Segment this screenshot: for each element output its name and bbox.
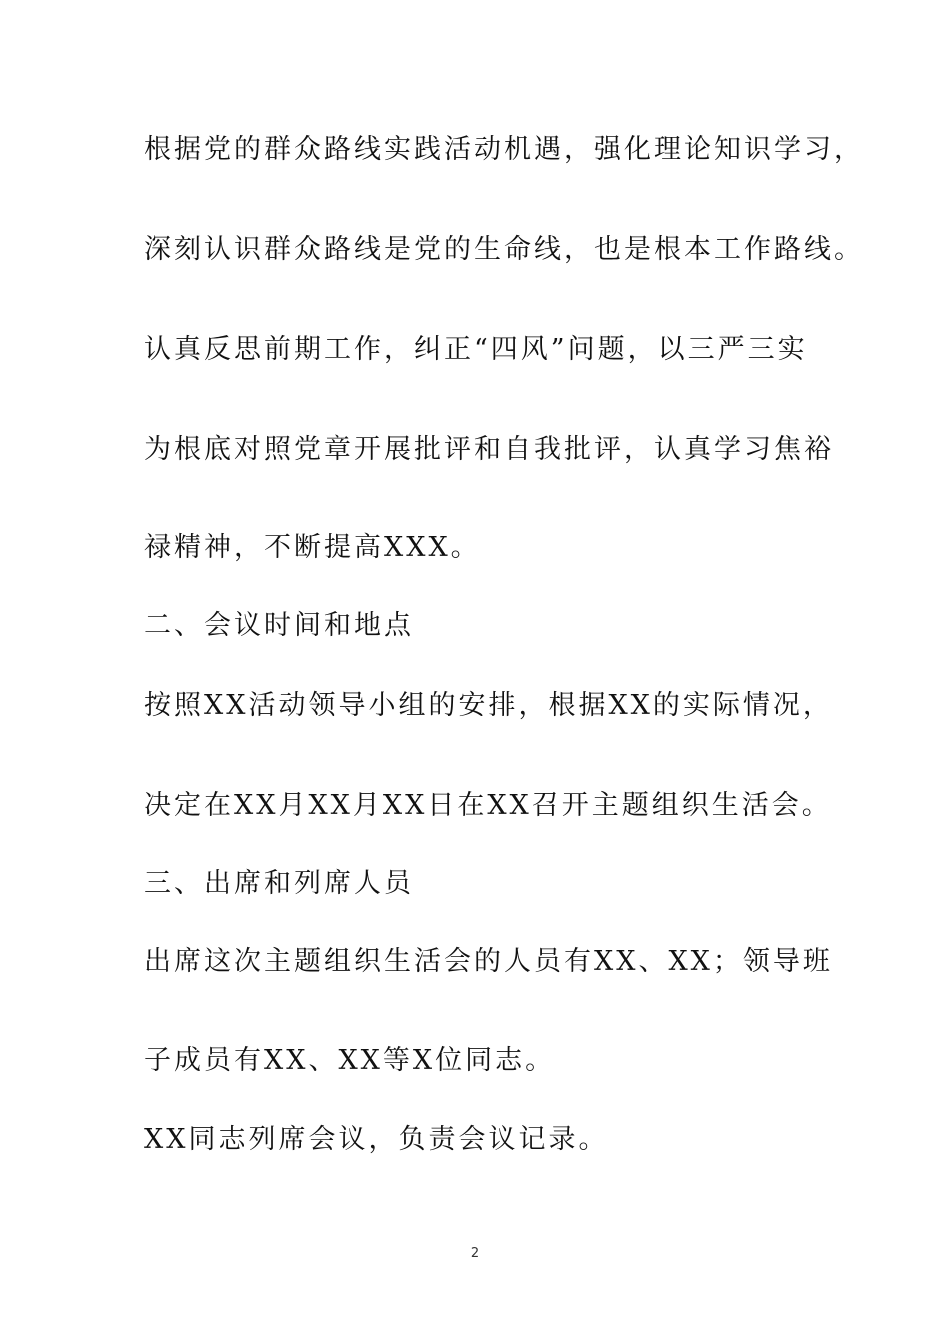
paragraph-line-10: XX同志列席会议，负责会议记录。: [144, 1124, 609, 1155]
paragraph-line-4: 为根底对照党章开展批评和自我批评，认真学习焦裕: [144, 434, 834, 465]
paragraph-line-5: 禄精神，不断提高XXX。: [144, 532, 481, 563]
paragraph-line-1: 根据党的群众路线实践活动机遇，强化理论知识学习，: [144, 134, 864, 165]
section-heading-meeting-time-place: 二、会议时间和地点: [144, 610, 414, 641]
paragraph-line-8: 出席这次主题组织生活会的人员有XX、XX；领导班: [144, 946, 833, 977]
paragraph-line-9: 子成员有XX、XX等X位同志。: [144, 1045, 556, 1076]
paragraph-line-6: 按照XX活动领导小组的安排，根据XX的实际情况，: [144, 690, 833, 721]
page-number: 2: [470, 1246, 480, 1261]
paragraph-line-3: 认真反思前期工作，纠正“四风”问题，以三严三实: [144, 334, 808, 365]
paragraph-line-2: 深刻认识群众路线是党的生命线，也是根本工作路线。: [144, 234, 864, 265]
paragraph-line-7: 决定在XX月XX月XX日在XX召开主题组织生活会。: [144, 790, 832, 821]
section-heading-attendees: 三、出席和列席人员: [144, 868, 414, 899]
